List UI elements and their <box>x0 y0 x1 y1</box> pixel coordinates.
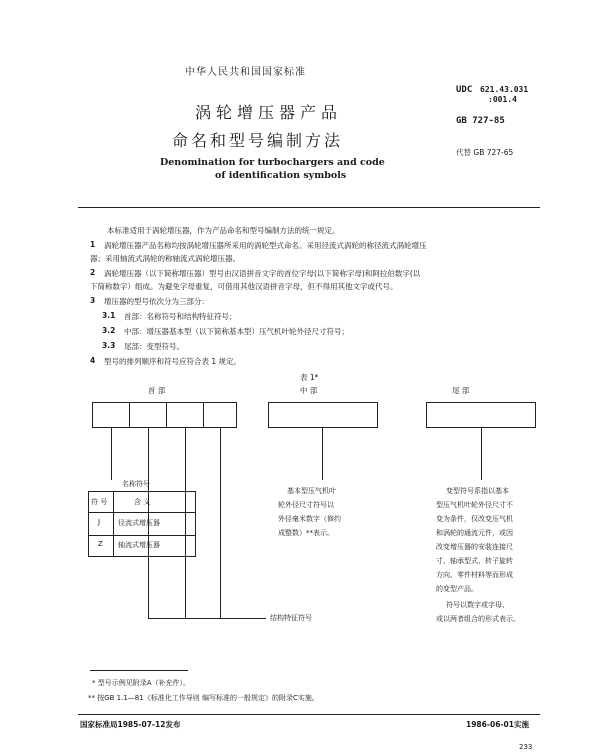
tail-desc-line9: 符号以数字或字母、 <box>446 601 509 609</box>
tail-desc-line7: 方向、零件材料等而形成 <box>436 571 513 579</box>
struct-bracket <box>148 618 266 619</box>
standard-org: 中华人民共和国国家标准 <box>185 67 306 78</box>
struct-connector-3 <box>220 428 221 618</box>
mid-desc-line2: 轮外径尺寸符号以 <box>278 501 334 509</box>
name-table-header-rule <box>88 512 196 513</box>
udc-value1: 621.43.031 <box>480 85 529 94</box>
clause3-number: 3 <box>90 296 96 305</box>
footnote-2: ** 按GB 1.1—81《标准化工作导则 编写标准的一般规定》的附录C实施。 <box>88 694 319 702</box>
head-box-struct-1 <box>129 402 167 428</box>
header-divider <box>78 207 540 208</box>
name-table-divider <box>113 491 114 557</box>
row1-meaning: 径流式增压器 <box>118 519 160 527</box>
clause3-text: 增压器的型号依次分为三部分： <box>104 297 209 306</box>
tail-desc-line1: 变型符号系指以基本 <box>446 487 509 495</box>
head-section-label: 首 部 <box>148 386 166 395</box>
clause1-line1: 涡轮增压器产品名称均按涡轮增压器所采用的涡轮型式命名。采用径流式涡轮的称径流式涡轮增压 <box>104 241 427 250</box>
clause32-text: 中部：增压器基本型（以下简称基本型）压气机叶轮外径尺寸符号； <box>124 327 349 336</box>
tail-desc-line3: 变为条件，仅改变压气机 <box>436 515 513 523</box>
tail-section-label: 尾 部 <box>452 386 470 395</box>
row2-symbol: Z <box>98 540 103 548</box>
footer-divider <box>78 714 540 715</box>
udc-value2: :001.4 <box>488 95 517 104</box>
head-box-name <box>92 402 130 428</box>
mid-desc-line1: 基本型压气机叶 <box>287 487 336 495</box>
tail-desc-line4: 和涡轮的通流元件，或因 <box>436 529 513 537</box>
footnote-rule <box>90 670 188 671</box>
col-symbol-header: 符 号 <box>91 498 108 506</box>
struct-feature-label: 结构特征符号 <box>270 614 312 622</box>
issue-date: 国家标准局1985-07-12发布 <box>80 720 181 729</box>
clause2-number: 2 <box>90 268 96 277</box>
row2-meaning: 轴流式增压器 <box>118 541 160 549</box>
effective-date: 1986-06-01实施 <box>466 720 529 729</box>
tail-connector <box>481 428 482 480</box>
tail-desc-line10: 或以两者组合的形式表示。 <box>436 615 520 623</box>
title-line2: 命名和型号编制方法 <box>172 131 344 150</box>
mid-desc-line4: 成整数）**表示。 <box>278 529 334 537</box>
clause4-text: 型号的排列顺序和符号应符合表 1 规定。 <box>104 357 242 366</box>
head-box-struct-2 <box>166 402 204 428</box>
mid-desc-line3: 外径毫米数字（修约 <box>278 515 341 523</box>
head-box-struct-3 <box>203 402 237 428</box>
table-caption: 表 1* <box>300 373 319 382</box>
name-symbol-label: 名称符号 <box>122 480 150 488</box>
clause33-text: 尾部：变型符号。 <box>124 342 184 351</box>
clause31-number: 3.1 <box>102 311 116 320</box>
row1-symbol: J <box>98 518 101 526</box>
tail-desc-line6: 寸、轴承型式、转子旋转 <box>436 557 513 565</box>
page-number: 233 <box>519 743 533 751</box>
clause1-number: 1 <box>90 240 96 249</box>
tail-desc-line8: 的变型产品。 <box>436 585 478 593</box>
title-line1: 涡轮增压器产品 <box>195 103 343 122</box>
udc-label: UDC <box>456 85 473 95</box>
clause31-text: 首部：名称符号和结构特征符号； <box>124 312 237 321</box>
gb-number: GB 727-85 <box>456 116 505 126</box>
mid-connector <box>322 428 323 480</box>
name-table-row-rule <box>88 535 196 536</box>
replaces-note: 代替 GB 727-65 <box>456 148 514 157</box>
col-meaning-header: 含 义 <box>134 498 151 506</box>
title-en-line1: Denomination for turbochargers and code <box>160 157 385 168</box>
tail-desc-line2: 型压气机叶轮外径尺寸不 <box>436 501 513 509</box>
intro-text: 本标准适用于涡轮增压器，作为产品命名和型号编制方法的统一规定。 <box>107 226 340 235</box>
clause32-number: 3.2 <box>102 326 116 335</box>
clause2-line2: 下简称数字）组成。为避免字母重复，可借用其他汉语拼音字母，但不得用其他文字或代号。 <box>90 282 398 291</box>
title-en-line2: of identification symbols <box>215 170 347 181</box>
clause33-number: 3.3 <box>102 341 116 350</box>
footnote-1: * 型号示例见附录A（补充件）。 <box>92 679 191 687</box>
mid-section-label: 中 部 <box>300 386 318 395</box>
mid-box <box>268 402 378 428</box>
clause1-line2: 器；采用轴流式涡轮的称轴流式涡轮增压器。 <box>90 254 240 263</box>
clause4-number: 4 <box>90 356 96 365</box>
tail-desc-line5: 改变增压器的安装连接尺 <box>436 543 513 551</box>
name-connector <box>111 428 112 480</box>
tail-box <box>426 402 536 428</box>
clause2-line1: 涡轮增压器（以下简称增压器）型号由汉语拼音文字的首位字母(以下简称字母)和阿拉伯数字(以 <box>104 269 421 278</box>
